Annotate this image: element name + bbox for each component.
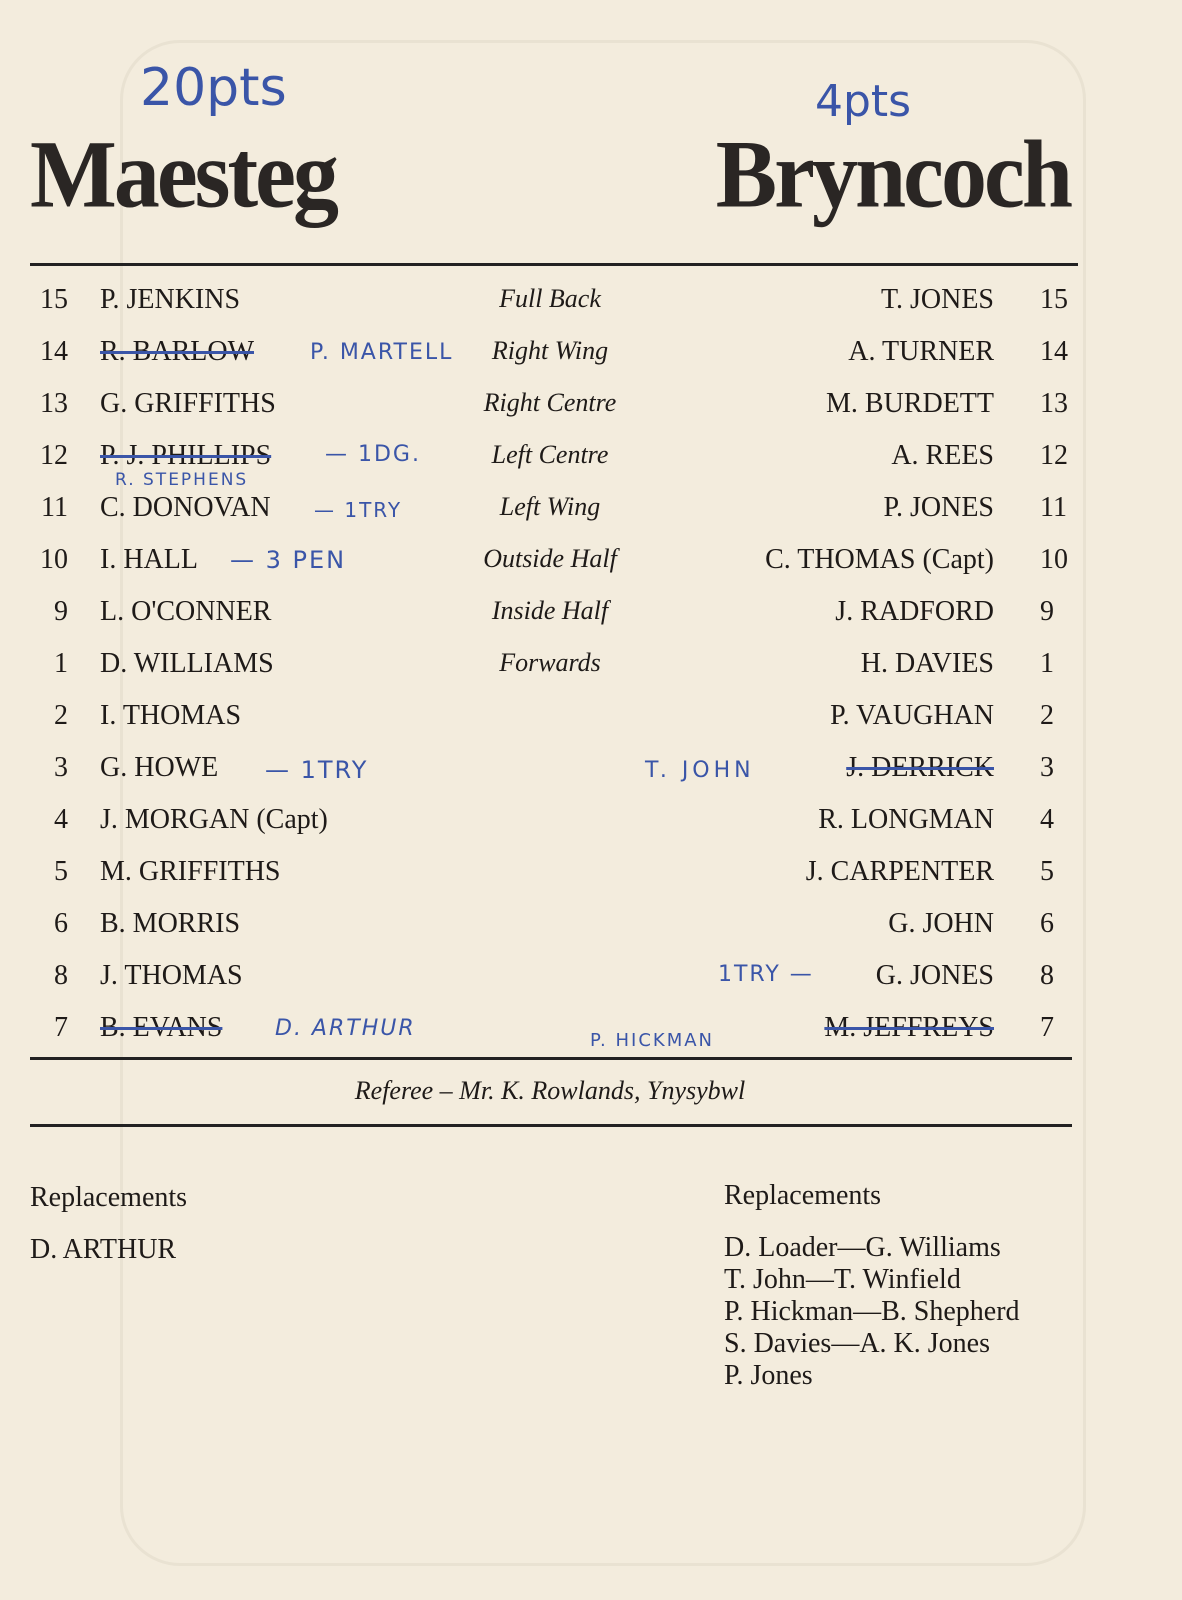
- away-player-name: C. THOMAS (Capt): [765, 544, 994, 575]
- home-shirt-number: 8: [54, 960, 68, 991]
- away-shirt-number: 5: [1040, 856, 1054, 887]
- home-player-name: D. WILLIAMS: [100, 648, 274, 679]
- away-player-name: P. VAUGHAN: [830, 700, 994, 731]
- lineup-row: [0, 648, 1182, 692]
- replacement-entry: P. Jones: [724, 1360, 813, 1391]
- lineup-row: [0, 284, 1182, 328]
- away-shirt-number: 9: [1040, 596, 1054, 627]
- position-label: Forwards: [499, 648, 601, 677]
- handwritten-substitute: D. ARTHUR: [275, 1016, 416, 1041]
- lineup-row: [0, 544, 1182, 588]
- handwritten-substitute: T. JOHN: [645, 758, 755, 783]
- away-shirt-number: 11: [1040, 492, 1067, 523]
- home-shirt-number: 5: [54, 856, 68, 887]
- position-label: Left Centre: [491, 440, 609, 469]
- away-replacements-list: [724, 1232, 1020, 1392]
- away-team-name: Bryncoch: [715, 120, 1070, 228]
- away-player-name: G. JOHN: [888, 908, 994, 939]
- position-label: Full Back: [499, 284, 601, 313]
- replacement-entry: D. Loader—G. Williams: [724, 1232, 1001, 1263]
- away-shirt-number: 13: [1040, 388, 1068, 419]
- away-shirt-number: 1: [1040, 648, 1054, 679]
- top-rule: [30, 263, 1078, 266]
- replacement-entry: P. Hickman—B. Shepherd: [724, 1296, 1020, 1327]
- replacement-entry: D. ARTHUR: [30, 1234, 177, 1265]
- home-score-note: 20pts: [140, 58, 287, 118]
- lineup-row: [0, 388, 1182, 432]
- home-shirt-number: 4: [54, 804, 68, 835]
- handwritten-substitute: R. STEPHENS: [115, 470, 249, 490]
- away-score-note: 4pts: [815, 76, 912, 127]
- replacement-entry: S. Davies—A. K. Jones: [724, 1328, 990, 1359]
- lineup-row: [0, 960, 1182, 1004]
- away-shirt-number: 6: [1040, 908, 1054, 939]
- away-shirt-number: 15: [1040, 284, 1068, 315]
- away-shirt-number: 12: [1040, 440, 1068, 471]
- away-shirt-number: 7: [1040, 1012, 1054, 1043]
- away-shirt-number: 2: [1040, 700, 1054, 731]
- home-shirt-number: 15: [40, 284, 68, 315]
- away-player-name: H. DAVIES: [860, 648, 994, 679]
- home-shirt-number: 2: [54, 700, 68, 731]
- home-player-name: C. DONOVAN: [100, 492, 271, 523]
- home-shirt-number: 10: [40, 544, 68, 575]
- home-replacements-list: [30, 1234, 176, 1266]
- home-player-name: I. HALL: [100, 544, 198, 575]
- home-player-name: P. JENKINS: [100, 284, 241, 315]
- home-shirt-number: 11: [41, 492, 68, 523]
- home-shirt-number: 14: [40, 336, 68, 367]
- home-shirt-number: 13: [40, 388, 68, 419]
- home-player-name: I. THOMAS: [100, 700, 242, 731]
- lineup-row: [0, 596, 1182, 640]
- lineup-row: [0, 1012, 1182, 1056]
- home-team-name: Maesteg: [30, 120, 336, 228]
- home-player-name: L. O'CONNER: [100, 596, 272, 627]
- lineup-bottom-rule: [30, 1057, 1072, 1060]
- away-player-name: J. CARPENTER: [805, 856, 994, 887]
- away-player-name: G. JONES: [875, 960, 994, 991]
- lineup-row: [0, 492, 1182, 536]
- away-player-name: J. RADFORD: [835, 596, 994, 627]
- home-shirt-number: 3: [54, 752, 68, 783]
- home-player-name: J. THOMAS: [100, 960, 243, 991]
- home-replacements-heading: Replacements: [30, 1182, 188, 1213]
- home-shirt-number: 6: [54, 908, 68, 939]
- handwritten-substitute: P. HICKMAN: [590, 1030, 715, 1051]
- away-replacements-heading: Replacements: [724, 1180, 882, 1211]
- away-shirt-number: 8: [1040, 960, 1054, 991]
- away-shirt-number: 10: [1040, 544, 1068, 575]
- lineup-row: [0, 440, 1182, 490]
- position-label: Outside Half: [483, 544, 617, 573]
- home-player-name: R. BARLOW: [100, 336, 254, 367]
- home-player-name: P. J. PHILLIPS: [100, 440, 272, 471]
- home-shirt-number: 1: [54, 648, 68, 679]
- handwritten-score-note: — 1TRY: [265, 756, 369, 784]
- home-player-name: G. GRIFFITHS: [100, 388, 276, 419]
- away-player-name: J. DERRICK: [846, 752, 994, 783]
- handwritten-score-note: 1TRY —: [718, 962, 814, 987]
- home-player-name: M. GRIFFITHS: [100, 856, 281, 887]
- lineup-row: [0, 908, 1182, 952]
- lineup-row: [0, 700, 1182, 744]
- home-player-name: B. MORRIS: [100, 908, 241, 939]
- home-shirt-number: 12: [40, 440, 68, 471]
- position-label: Right Centre: [483, 388, 617, 417]
- handwritten-score-note: — 1TRY: [314, 498, 403, 522]
- handwritten-score-note: — 1DG.: [325, 442, 421, 467]
- lineup-row: [0, 752, 1182, 796]
- lineup-row: [0, 804, 1182, 848]
- home-player-name: J. MORGAN (Capt): [100, 804, 328, 835]
- home-shirt-number: 9: [54, 596, 68, 627]
- lineup-row: [0, 856, 1182, 900]
- handwritten-substitute: P. MARTELL: [310, 340, 454, 365]
- away-shirt-number: 4: [1040, 804, 1054, 835]
- away-shirt-number: 14: [1040, 336, 1068, 367]
- position-label: Left Wing: [499, 492, 601, 521]
- position-label: Inside Half: [491, 596, 609, 625]
- referee-line: Referee – Mr. K. Rowlands, Ynysybwl: [354, 1076, 746, 1105]
- away-player-name: R. LONGMAN: [818, 804, 994, 835]
- handwritten-score-note: — 3 PEN: [230, 546, 347, 574]
- home-player-name: G. HOWE: [100, 752, 219, 783]
- lineup-row: [0, 336, 1182, 380]
- away-player-name: P. JONES: [883, 492, 994, 523]
- replacement-entry: T. John—T. Winfield: [724, 1264, 961, 1295]
- position-label: Right Wing: [491, 336, 609, 365]
- referee-bottom-rule: [30, 1124, 1072, 1127]
- away-player-name: M. JEFFREYS: [824, 1012, 994, 1043]
- away-shirt-number: 3: [1040, 752, 1054, 783]
- home-shirt-number: 7: [54, 1012, 68, 1043]
- away-player-name: M. BURDETT: [826, 388, 994, 419]
- away-player-name: T. JONES: [880, 284, 994, 315]
- away-player-name: A. REES: [891, 440, 994, 471]
- home-player-name: B. EVANS: [100, 1012, 223, 1043]
- away-player-name: A. TURNER: [848, 336, 994, 367]
